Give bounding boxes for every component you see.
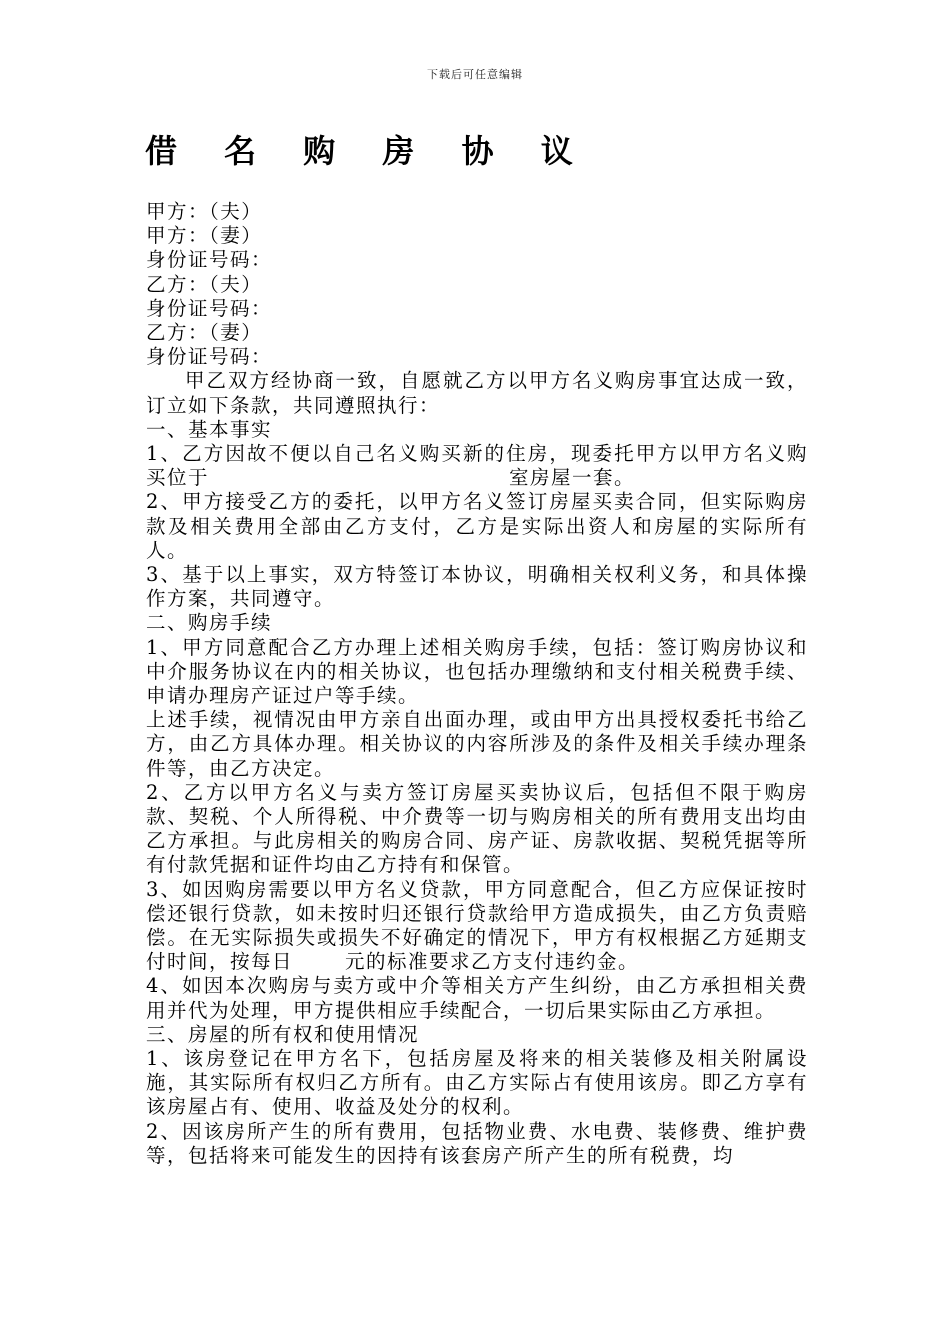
clause-paragraph: 2、甲方接受乙方的委托，以甲方名义签订房屋买卖合同，但实际购房款及相关费用全部由乙方支付，乙方是实际出资人和房屋的实际所有人。 [146, 490, 808, 562]
clause-paragraph [146, 878, 808, 975]
header-note: 下载后可任意编辑 [427, 68, 523, 81]
clause-paragraph: 上述手续，视情况由甲方亲自出面办理，或由甲方出具授权委托书给乙方，由乙方具体办理。相关协议的内容所涉及的条件及相关手续办理条件等，由乙方决定。 [146, 708, 808, 780]
clause-paragraph: 1、甲方同意配合乙方办理上述相关购房手续，包括：签订购房协议和中介服务协议在内的相关协议，也包括办理缴纳和支付相关税费手续、申请办理房产证过户等手续。 [146, 635, 808, 707]
section-heading: 二、购房手续 [146, 611, 273, 635]
clause-paragraph: 2、因该房所产生的所有费用，包括物业费、水电费、装修费、维护费等，包括将来可能发生的因持有该套房产所产生的所有税费，均 [146, 1119, 808, 1167]
section-heading: 一、基本事实 [146, 417, 273, 441]
clause-text: 室房屋一套。 [509, 466, 636, 490]
party-line: 身份证号码： [146, 296, 273, 320]
party-line: 甲方：（夫） [146, 200, 263, 223]
party-line: 甲方：（妻） [146, 224, 263, 248]
clause-paragraph: 1、该房登记在甲方名下，包括房屋及将来的相关装修及相关附属设施，其实际所有权归乙方所有。由乙方实际占有使用该房。即乙方享有该房屋占有、使用、收益及处分的权利。 [146, 1046, 808, 1119]
clause-text: 3、如因购房需要以甲方名义贷款，甲方同意配合，但乙方应保证按时偿还银行贷款，如未按时归还银行贷款给甲方造成损失，由乙方负责赔偿。在无实际损失或损失不好确定的情况下，甲方有权根据乙方延期支付时间，按每日 [146, 877, 808, 974]
clause-text: 元的标准要求乙方支付违约金。 [345, 950, 640, 974]
clause-paragraph: 4、如因本次购房与卖方或中介等相关方产生纠纷，由乙方承担相关费用并代为处理，甲方提供相应手续配合，一切后果实际由乙方承担。 [146, 974, 808, 1022]
party-line: 乙方：（夫） [146, 272, 263, 296]
clause-text: 1、乙方因故不便以自己名义购买新的住房，现委托甲方以甲方名义购买位于 [146, 441, 808, 490]
intro-paragraph: 甲乙双方经协商一致，自愿就乙方以甲方名义购房事宜达成一致，订立如下条款，共同遵照执行： [146, 369, 808, 417]
document-body [146, 200, 808, 1168]
party-line: 身份证号码： [146, 345, 273, 369]
document-title: 借 名 购 房 协 议 [145, 132, 591, 170]
clause-paragraph: 3、基于以上事实，双方特签订本协议，明确相关权利义务，和具体操作方案，共同遵守。 [146, 562, 808, 611]
party-line: 乙方：（妻） [146, 320, 263, 344]
section-heading: 三、房屋的所有权和使用情况 [146, 1022, 420, 1046]
clause-paragraph: 2、乙方以甲方名义与卖方签订房屋买卖协议后，包括但不限于购房款、契税、个人所得税、中介费等一切与购房相关的所有费用支出均由乙方承担。与此房相关的购房合同、房产证、房款收据、契税凭据等所有付款凭据和证件均由乙方持有和保管。 [146, 780, 808, 877]
clause-paragraph [146, 442, 808, 490]
party-line: 身份证号码： [146, 248, 273, 272]
